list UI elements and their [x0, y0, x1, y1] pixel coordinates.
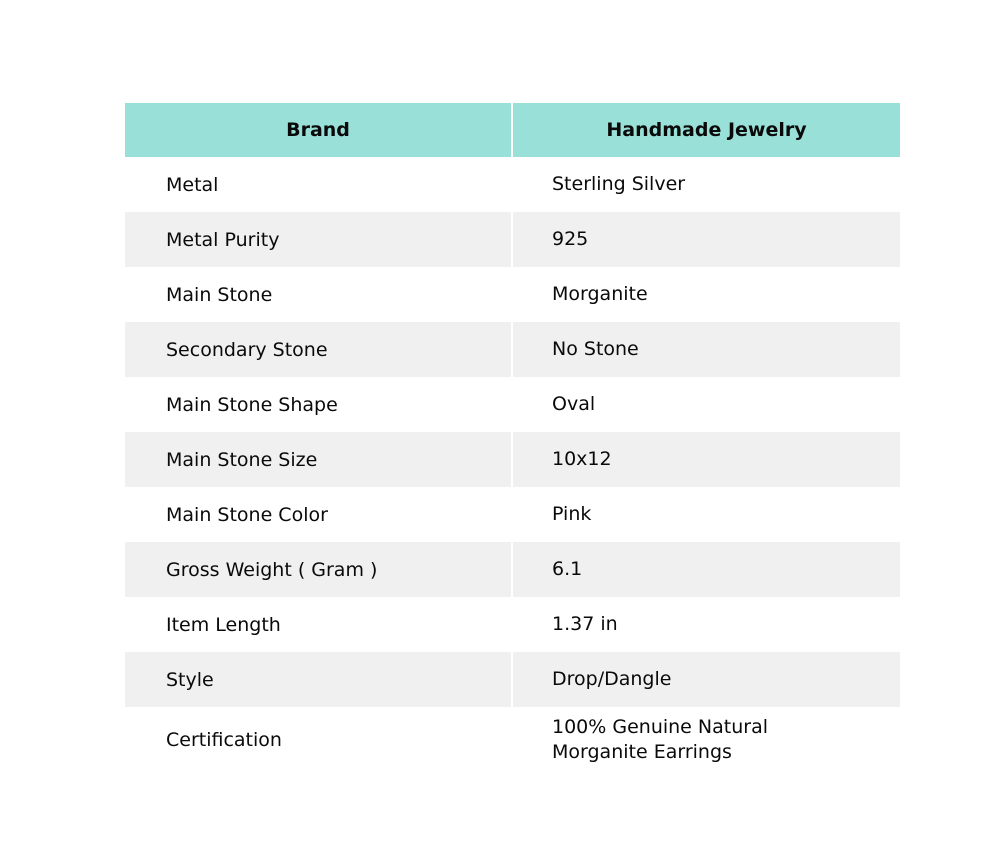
row-value: Pink	[552, 502, 592, 525]
table-row	[125, 487, 900, 542]
table-row	[125, 322, 900, 377]
row-label: Certification	[166, 729, 282, 751]
table-row	[125, 707, 900, 773]
row-value: 100% Genuine Natural Morganite Earrings	[552, 715, 768, 763]
table-row	[125, 542, 900, 597]
table-row	[125, 377, 900, 432]
row-label: Main Stone	[166, 283, 273, 306]
header-cell-brand: Brand	[125, 103, 513, 157]
row-value: 1.37 in	[552, 612, 618, 635]
table-body	[125, 157, 900, 773]
row-value: Sterling Silver	[552, 172, 686, 195]
row-label: Main Stone Size	[166, 448, 318, 471]
row-label: Main Stone Shape	[166, 393, 338, 416]
row-label: Style	[166, 668, 214, 691]
table-row	[125, 432, 900, 487]
row-value: Drop/Dangle	[552, 667, 672, 690]
row-value: 925	[552, 227, 589, 250]
row-label: Secondary Stone	[166, 338, 328, 361]
row-value: No Stone	[552, 337, 639, 360]
row-value: Oval	[552, 392, 596, 415]
header-cell-brand-value: Handmade Jewelry	[606, 119, 807, 141]
product-spec-table	[125, 103, 900, 773]
table-header-row	[125, 103, 900, 157]
row-label: Gross Weight ( Gram )	[166, 558, 378, 581]
table-row	[125, 267, 900, 322]
table-row	[125, 157, 900, 212]
row-label: Item Length	[166, 613, 281, 636]
row-label: Main Stone Color	[166, 503, 328, 526]
table-row	[125, 597, 900, 652]
row-value: 6.1	[552, 557, 583, 580]
table-row	[125, 652, 900, 707]
row-value: 10x12	[552, 447, 612, 470]
row-label: Metal Purity	[166, 228, 280, 251]
row-value: Morganite	[552, 282, 648, 305]
table-row	[125, 212, 900, 267]
row-label: Metal	[166, 173, 219, 196]
